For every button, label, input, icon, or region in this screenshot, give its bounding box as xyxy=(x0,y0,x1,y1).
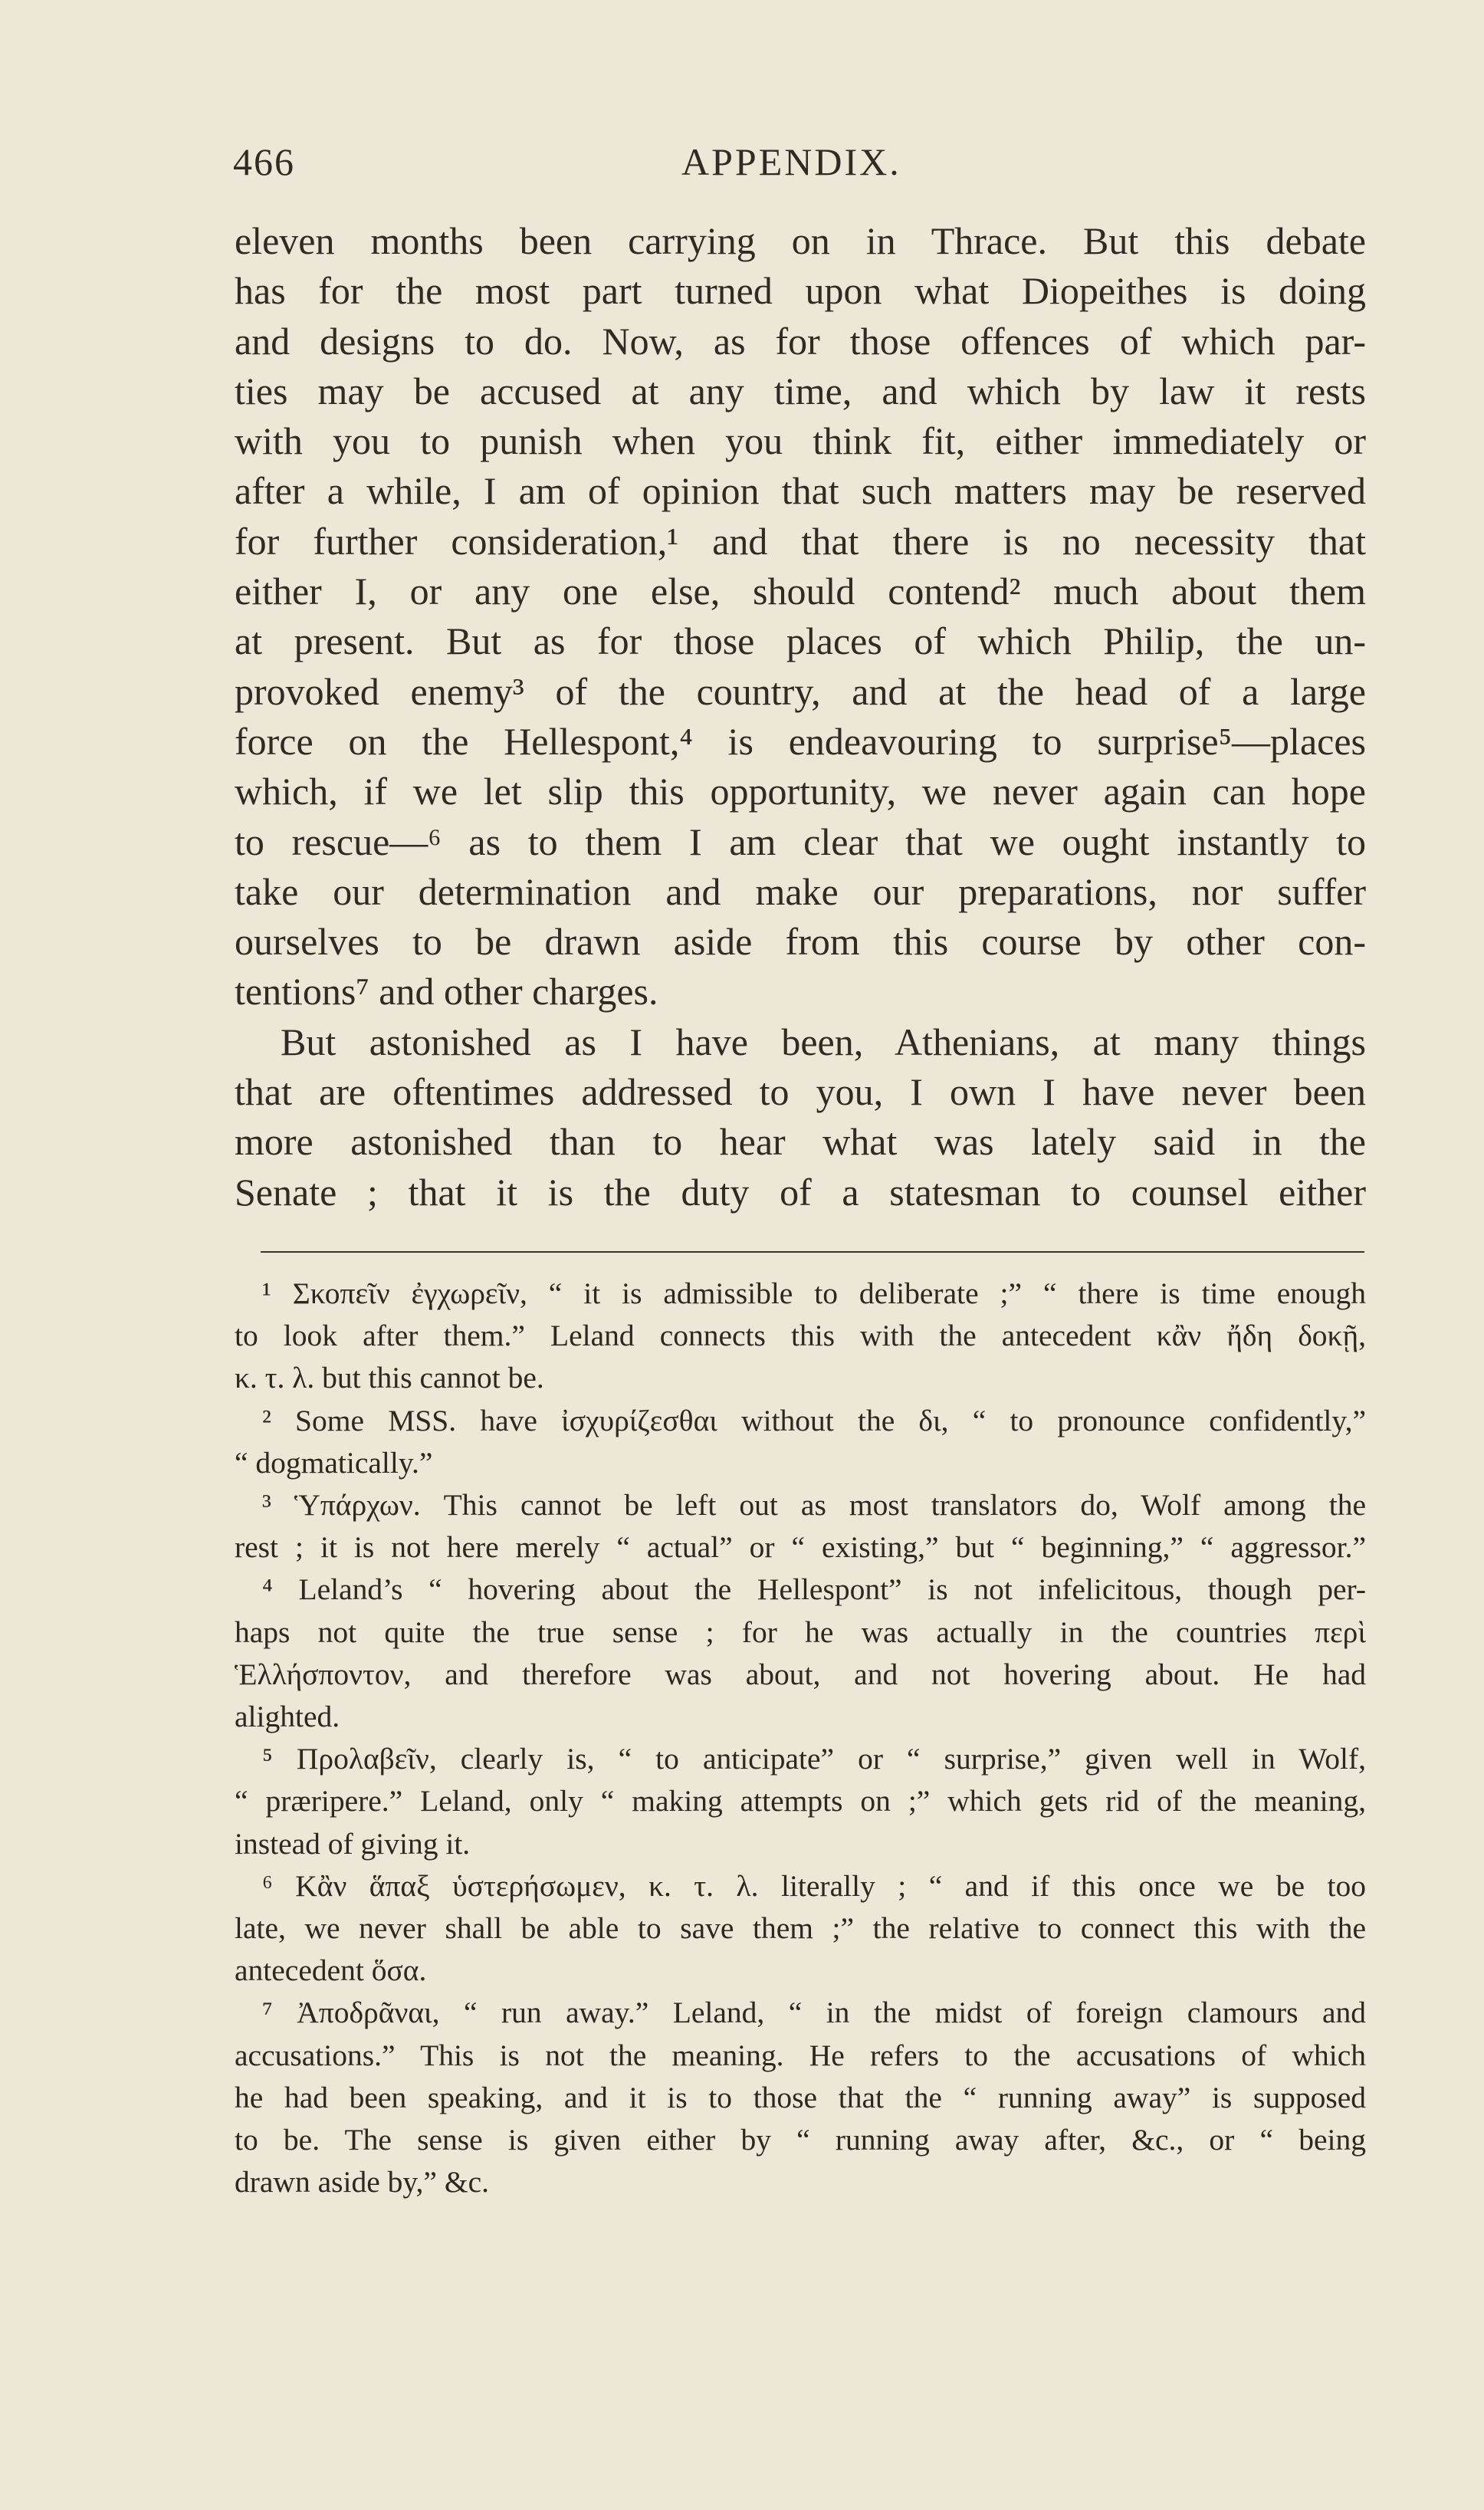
footnote-line: antecedent ὅσα. xyxy=(235,1953,427,1988)
body-line: after a while, I am of opinion that such matters may be reserved xyxy=(235,469,1366,513)
footnotes xyxy=(235,1273,1366,2203)
footnote-line: ² Some MSS. have ἰσχυρίζεσθαι without the δι, “ to pronounce confidently,” xyxy=(262,1403,1366,1437)
body-line: for further consideration,¹ and that there is no necessity that xyxy=(235,519,1366,563)
footnote-line: ¹ Σκοπεῖν ἐγχωρεῖν, “ it is admissible to deliberate ;” “ there is time enough xyxy=(262,1276,1366,1310)
footnote-line: haps not quite the true sense ; for he was actually in the countries περὶ xyxy=(235,1615,1366,1649)
body-line: eleven months been carrying on in Thrace. But this debate xyxy=(235,219,1366,262)
body-line: But astonished as I have been, Athenians, at many things xyxy=(281,1020,1366,1063)
body-line: to rescue—⁶ as to them I am clear that we ought instantly to xyxy=(235,820,1366,863)
body-line: force on the Hellespont,⁴ is endeavouring to surprise⁵—places xyxy=(235,719,1366,763)
body-line: with you to punish when you think fit, either immediately or xyxy=(235,419,1366,463)
footnote-line: “ dogmatically.” xyxy=(235,1445,433,1480)
footnote-line: drawn aside by,” &c. xyxy=(235,2165,489,2200)
body-line: ties may be accused at any time, and which by law it rests xyxy=(235,369,1366,412)
footnote-line: ⁷ Ἀποδρᾶναι, “ run away.” Leland, “ in the midst of foreign clamours and xyxy=(262,1996,1366,2030)
body-line: either I, or any one else, should contend² much about them xyxy=(235,570,1366,613)
footnote-line: “ præripere.” Leland, only “ making attempts on ;” which gets rid of the meaning, xyxy=(235,1784,1366,1818)
body-line: Senate ; that it is the duty of a statesman to counsel either xyxy=(235,1170,1366,1214)
body-line: more astonished than to hear what was lately said in the xyxy=(235,1120,1366,1164)
body-line: ourselves to be drawn aside from this course by other con- xyxy=(235,920,1366,964)
footnote-line: ³ Ὑπάρχων. This cannot be left out as most translators do, Wolf among the xyxy=(262,1488,1366,1523)
footnote-divider xyxy=(261,1251,1364,1253)
body-line: and designs to do. Now, as for those offences of which par- xyxy=(235,319,1366,363)
footnote-line: κ. τ. λ. but this cannot be. xyxy=(235,1361,544,1395)
footnote-line: accusations.” This is not the meaning. He refers to the accusations of which xyxy=(235,2038,1366,2072)
footnote-line: ⁶ Κἂν ἅπαξ ὑστερήσωμεν, κ. τ. λ. literally ; “ and if this once we be too xyxy=(262,1868,1366,1903)
page-number: 466 xyxy=(233,140,295,183)
footnote-line: to look after them.” Leland connects this with the antecedent κἂν ἤδη δοκῇ, xyxy=(235,1319,1366,1353)
body-line: has for the most part turned upon what Diopeithes is doing xyxy=(235,269,1366,313)
footnote-line: alighted. xyxy=(235,1700,340,1734)
footnote-line: to be. The sense is given either by “ running away after, &c., or “ being xyxy=(235,2123,1366,2157)
body-line: tentions⁷ and other charges. xyxy=(235,970,658,1014)
footnote-line: instead of giving it. xyxy=(235,1826,471,1861)
footnote-line: rest ; it is not here merely “ actual” or “ existing,” but “ beginning,” “ aggressor.” xyxy=(235,1530,1366,1565)
main-text xyxy=(235,216,1366,1217)
body-line: at present. But as for those places of which Philip, the un- xyxy=(235,619,1366,663)
body-line: which, if we let slip this opportunity, we never again can hope xyxy=(235,770,1366,813)
page-header xyxy=(233,140,1367,193)
body-line: take our determination and make our preparations, nor suffer xyxy=(235,869,1366,913)
running-head: APPENDIX. xyxy=(681,140,901,183)
footnote-line: he had been speaking, and it is to those that the “ running away” is supposed xyxy=(235,2080,1366,2114)
footnote-line: Ἑλλήσποντον, and therefore was about, and not hovering about. He had xyxy=(235,1657,1366,1691)
footnote-line: ⁵ Προλαβεῖν, clearly is, “ to anticipate” or “ surprise,” given well in Wolf, xyxy=(262,1742,1366,1776)
footnote-line: ⁴ Leland’s “ hovering about the Hellespont” is not infelicitous, though per- xyxy=(262,1572,1366,1607)
body-line: that are oftentimes addressed to you, I own I have never been xyxy=(235,1070,1366,1114)
body-line: provoked enemy³ of the country, and at the head of a large xyxy=(235,669,1366,713)
footnote-line: late, we never shall be able to save them ;” the relative to connect this with the xyxy=(235,1911,1366,1946)
